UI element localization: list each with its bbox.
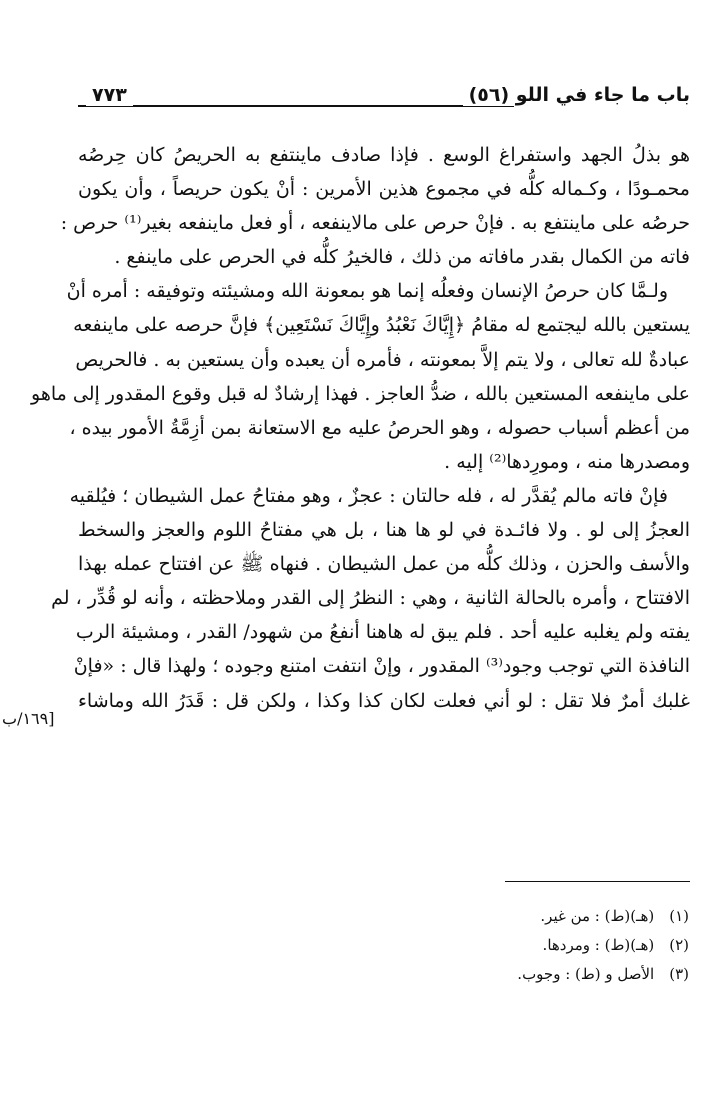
footnote-number: (١) bbox=[669, 907, 689, 925]
text-line: فاته من الكمال بقدر مافاته من ذلك ، فالخيرُ كلُّه في الحرص على ماينفع . bbox=[114, 246, 690, 269]
text-line: فإنْ فاته مالم يُقدَّر له ، فله حالتان : عجزٌ ، وهو مفتاحُ عمل الشيطان ؛ فيُلقيه bbox=[69, 484, 668, 507]
footnotes bbox=[89, 902, 689, 989]
footnote-text: (هـ)(ط) : من غير. bbox=[540, 907, 655, 925]
footnote bbox=[89, 960, 689, 989]
text-line: حرصُه على ماينتفع به . فإنْ حرص على مالاينفعه ، أو فعل ماينفعه بغير⁽¹⁾ حرص : bbox=[60, 212, 690, 235]
page-number: ٧٧٣ bbox=[86, 84, 133, 106]
text-line: يستعين بالله ليجتمع له مقامُ ﴿إِيَّاكَ نَعْبُدُ وإِيَّاكَ نَسْتَعِين﴾ فإنَّ حرصه على ماينفعه bbox=[73, 314, 690, 337]
text-line: الافتتاح ، وأمره بالحالة الثانية ، وهي : النظرُ إلى القدر وملاحظته ، وأنه لو قُدِّر ، لم bbox=[51, 587, 690, 610]
body-text bbox=[31, 138, 690, 718]
text-line: غلبك أمرٌ فلا تقل : لو أني فعلت لكان كذا وكذا ، ولكن قل : قَدَرُ الله وماشاء bbox=[78, 689, 690, 712]
text-line: محمـودًا ، وكـماله كلُّه في مجموع هذين الأمرين : أنْ يكون حريصاً ، وأن يكون bbox=[78, 178, 690, 201]
footnote bbox=[89, 931, 689, 960]
header-rule bbox=[78, 105, 514, 107]
footnote-number: (٣) bbox=[669, 965, 689, 983]
footnote bbox=[89, 902, 689, 931]
text-line: عبادةٌ لله تعالى ، ولا يتم إلاَّ بمعونته ، فأمره أن يعبده وأن يستعين به . فالحريص bbox=[75, 348, 690, 371]
text-line: النافذة التي توجب وجود⁽³⁾ المقدور ، وإنْ انتفت امتنع وجوده ؛ ولهذا قال : «فإنْ bbox=[73, 655, 690, 678]
running-header bbox=[78, 84, 690, 114]
text-line: يفته ولم يغلبه عليه أحد . فلم يبق له هاهنا أنفعُ من شهود/ القدر ، ومشيئة الرب bbox=[75, 621, 690, 644]
text-line: ولـمَّا كان حرصُ الإنسان وفعلُه إنما هو بمعونة الله ومشيئته وتوفيقه : أمره أنْ bbox=[66, 280, 668, 303]
text-line: ومصدرها منه ، ومورِدها⁽²⁾ إليه . bbox=[444, 450, 690, 473]
footnote-number: (٢) bbox=[669, 936, 689, 954]
footnote-text: (هـ)(ط) : ومردها. bbox=[542, 936, 655, 954]
text-line: العجزُ إلى لو . ولا فائـدة في لو ها هنا ، بل هي مفتاحُ اللوم والعجز والسخط bbox=[78, 519, 690, 542]
footnote-text: الأصل و (ط) : وجوب. bbox=[517, 965, 655, 983]
chapter-title: باب ما جاء في اللو (٥٦) bbox=[463, 84, 690, 106]
manuscript-folio-marker: [١٦٩/ب bbox=[2, 709, 55, 728]
footnote-rule bbox=[505, 881, 690, 882]
text-line: على ماينفعه المستعين بالله ، ضدُّ العاجز . فهذا إرشادٌ له قبل وقوع المقدور إلى ماهو bbox=[31, 382, 690, 405]
text-line: هو بذلُ الجهد واستفراغ الوسع . فإذا صادف ماينتفع به الحريصُ كان حِرصُه bbox=[78, 144, 690, 166]
text-line: والأسف والحزن ، وذلك كلُّه من عمل الشيطان . فنهاه ﷺ عن افتتاح عمله بهذا bbox=[78, 553, 690, 576]
text-line: من أعظم أسباب حصوله ، وهو الحرصُ عليه مع الاستعانة بمن أزِمَّةُ الأمور بيده ، bbox=[69, 416, 690, 439]
